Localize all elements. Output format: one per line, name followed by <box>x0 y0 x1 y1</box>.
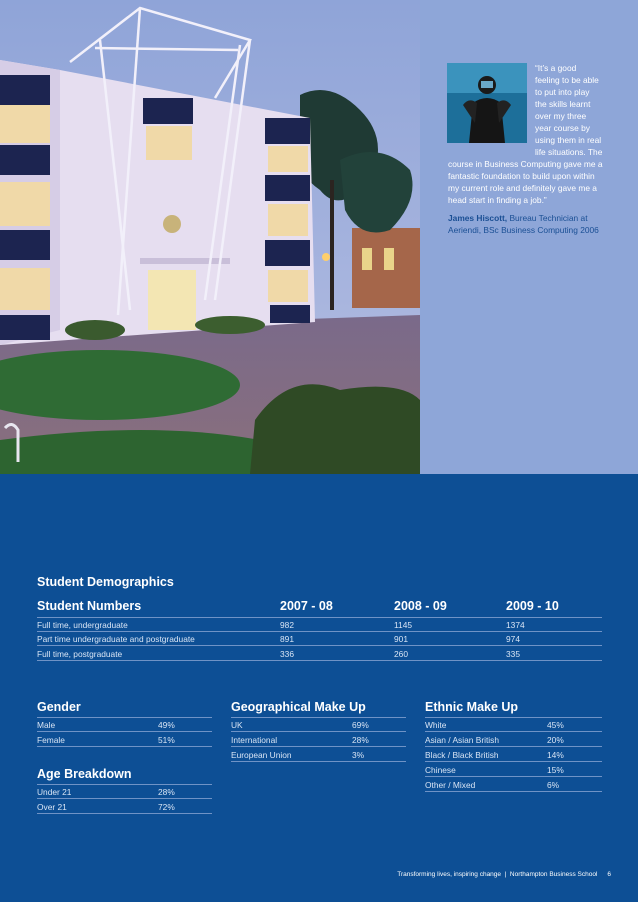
demographics-title: Student Demographics <box>37 575 174 589</box>
age-label: Over 21 <box>37 802 67 812</box>
year-header: 2007 - 08 <box>280 599 333 613</box>
age-breakdown-title: Age Breakdown <box>37 767 132 781</box>
ethnic-label: Asian / Asian British <box>425 735 500 745</box>
quote-line: head start in finding a job.” <box>448 195 547 205</box>
quote-line: feeling to be able <box>535 75 599 85</box>
table-cell: 335 <box>506 649 520 659</box>
ethnic-value: 14% <box>547 750 564 760</box>
page-footer <box>397 871 611 878</box>
divider <box>425 791 602 792</box>
table-cell: 901 <box>394 634 408 644</box>
divider <box>37 746 212 747</box>
ethnic-label: Chinese <box>425 765 456 775</box>
scuba-diver-photo <box>447 63 527 143</box>
table-row-label: Full time, postgraduate <box>37 649 123 659</box>
geo-value: 28% <box>352 735 369 745</box>
divider <box>231 761 406 762</box>
quote-line: the skills learnt <box>535 99 591 109</box>
divider <box>37 617 602 618</box>
divider <box>231 746 406 747</box>
quote-attribution <box>448 212 623 236</box>
gender-value: 51% <box>158 735 175 745</box>
quote-line: over my three <box>535 111 587 121</box>
quote-line: life situations. The <box>535 147 603 157</box>
table-cell: 974 <box>506 634 520 644</box>
ethnic-value: 15% <box>547 765 564 775</box>
geo-value: 3% <box>352 750 365 760</box>
divider <box>425 746 602 747</box>
table-row-label: Full time, undergraduate <box>37 620 128 630</box>
divider <box>425 776 602 777</box>
ethnic-value: 6% <box>547 780 560 790</box>
author-role-line-2: Aeriendi, BSc Business Computing 2006 <box>448 225 599 236</box>
quote-line: year course by <box>535 123 590 133</box>
table-cell: 982 <box>280 620 294 630</box>
age-label: Under 21 <box>37 787 72 797</box>
year-header: 2008 - 09 <box>394 599 447 613</box>
campus-building-photo <box>0 0 420 474</box>
quote-line: to put into play <box>535 87 590 97</box>
table-cell: 891 <box>280 634 294 644</box>
divider <box>37 813 212 814</box>
table-cell: 260 <box>394 649 408 659</box>
gender-title: Gender <box>37 700 81 714</box>
divider <box>37 660 602 661</box>
table-cell: 336 <box>280 649 294 659</box>
year-header: 2009 - 10 <box>506 599 559 613</box>
geographical-title: Geographical Make Up <box>231 700 366 714</box>
quote-line: my current role and definitely gave me a <box>448 183 597 193</box>
geo-label: International <box>231 735 278 745</box>
divider <box>425 717 602 718</box>
quote-line: course in Business Computing gave me a <box>448 159 603 169</box>
divider <box>37 631 602 632</box>
age-value: 72% <box>158 802 175 812</box>
table-cell: 1374 <box>506 620 525 630</box>
quote-line: fantastic foundation to build upon within <box>448 171 595 181</box>
ethnic-label: White <box>425 720 447 730</box>
divider <box>37 731 212 732</box>
table-row-label: Part time undergraduate and postgraduate <box>37 634 195 644</box>
ethnic-value: 45% <box>547 720 564 730</box>
quote-line: using them in real <box>535 135 602 145</box>
gender-label: Female <box>37 735 65 745</box>
gender-value: 49% <box>158 720 175 730</box>
divider <box>37 798 212 799</box>
geo-label: UK <box>231 720 243 730</box>
geo-value: 69% <box>352 720 369 730</box>
divider <box>37 784 212 785</box>
divider <box>231 731 406 732</box>
geo-label: European Union <box>231 750 292 760</box>
footer-text: Transforming lives, inspiring change | Northampton Business School <box>397 871 598 878</box>
divider <box>425 731 602 732</box>
quote-line: “It’s a good <box>535 63 577 73</box>
age-value: 28% <box>158 787 175 797</box>
table-cell: 1145 <box>394 620 413 630</box>
author-name: James Hiscott, <box>448 213 508 223</box>
student-numbers-title: Student Numbers <box>37 599 142 613</box>
ethnic-title: Ethnic Make Up <box>425 700 519 714</box>
author-role: Bureau Technician at <box>507 213 588 223</box>
divider <box>37 645 602 646</box>
ethnic-label: Black / Black British <box>425 750 499 760</box>
divider <box>231 717 406 718</box>
ethnic-label: Other / Mixed <box>425 780 476 790</box>
divider <box>425 761 602 762</box>
gender-label: Male <box>37 720 56 730</box>
ethnic-value: 20% <box>547 735 564 745</box>
divider <box>37 717 212 718</box>
page-number: 6 <box>607 871 611 878</box>
